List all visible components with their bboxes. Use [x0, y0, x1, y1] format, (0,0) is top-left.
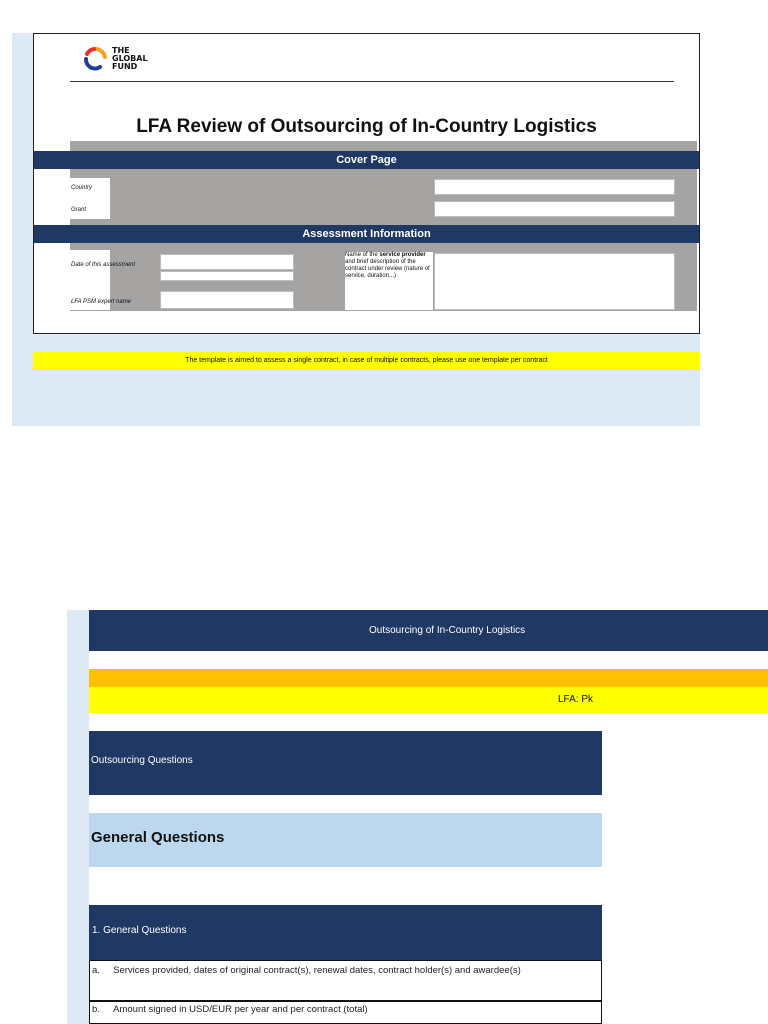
global-fund-logo — [80, 44, 148, 74]
grant-field[interactable] — [434, 201, 675, 217]
assessment-date-label: Date of this assessment — [71, 262, 136, 268]
logo-line-2: GLOBAL — [112, 54, 148, 63]
expert-name-label: LFA PSM expert name — [71, 299, 132, 305]
page2-left-margin — [67, 610, 89, 1024]
page2-header-bar — [89, 610, 768, 651]
assessment-date-field[interactable] — [160, 254, 294, 270]
question-a-text: Services provided, dates of original contract(s), renewal dates, contract holder(s) and awardee(s) — [113, 965, 521, 976]
question-row-b[interactable] — [89, 1001, 602, 1024]
page2-header-title: Outsourcing of In-Country Logistics — [369, 625, 526, 636]
header-divider — [70, 81, 674, 82]
question-a-letter: a. — [92, 965, 100, 976]
lfa-label: LFA: Pk — [558, 694, 594, 705]
logo-line-1: THE — [112, 46, 130, 55]
cover-page-band: Cover Page — [34, 151, 699, 169]
assessment-information-band: Assessment Information — [34, 225, 699, 243]
country-field[interactable] — [434, 179, 675, 195]
document-title: LFA Review of Outsourcing of In-Country Logistics — [136, 116, 597, 137]
grant-label: Grant — [71, 207, 87, 213]
country-label: Country — [71, 185, 93, 191]
orange-highlight-row — [89, 669, 768, 687]
service-provider-field[interactable] — [434, 253, 675, 310]
question-b-text: Amount signed in USD/EUR per year and per contract (total) — [113, 1004, 368, 1015]
lfa-row — [89, 687, 768, 713]
question-b-letter: b. — [92, 1004, 100, 1015]
service-provider-label-rest: and brief description of the contract under review (nature of service, duration...) — [345, 259, 430, 279]
single-contract-note: The template is aimed to assess a single contract, in case of multiple contracts, please use one template per contract — [33, 352, 700, 370]
service-provider-label — [345, 252, 433, 310]
logo-line-3: FUND — [112, 62, 138, 71]
outsourcing-questions-header: Outsourcing Questions — [89, 731, 602, 795]
service-provider-label-bold: service provider — [379, 252, 426, 258]
assessment-date-field-2[interactable] — [160, 271, 294, 281]
general-questions-title: General Questions — [89, 813, 602, 867]
question-row-a[interactable] — [89, 960, 602, 1001]
swirl-logo-icon — [80, 44, 110, 74]
service-provider-label-pre: Name of the — [345, 252, 380, 258]
logo-wordmark — [112, 47, 148, 71]
expert-name-field[interactable] — [160, 291, 294, 309]
section-1-heading: 1. General Questions — [89, 905, 602, 960]
